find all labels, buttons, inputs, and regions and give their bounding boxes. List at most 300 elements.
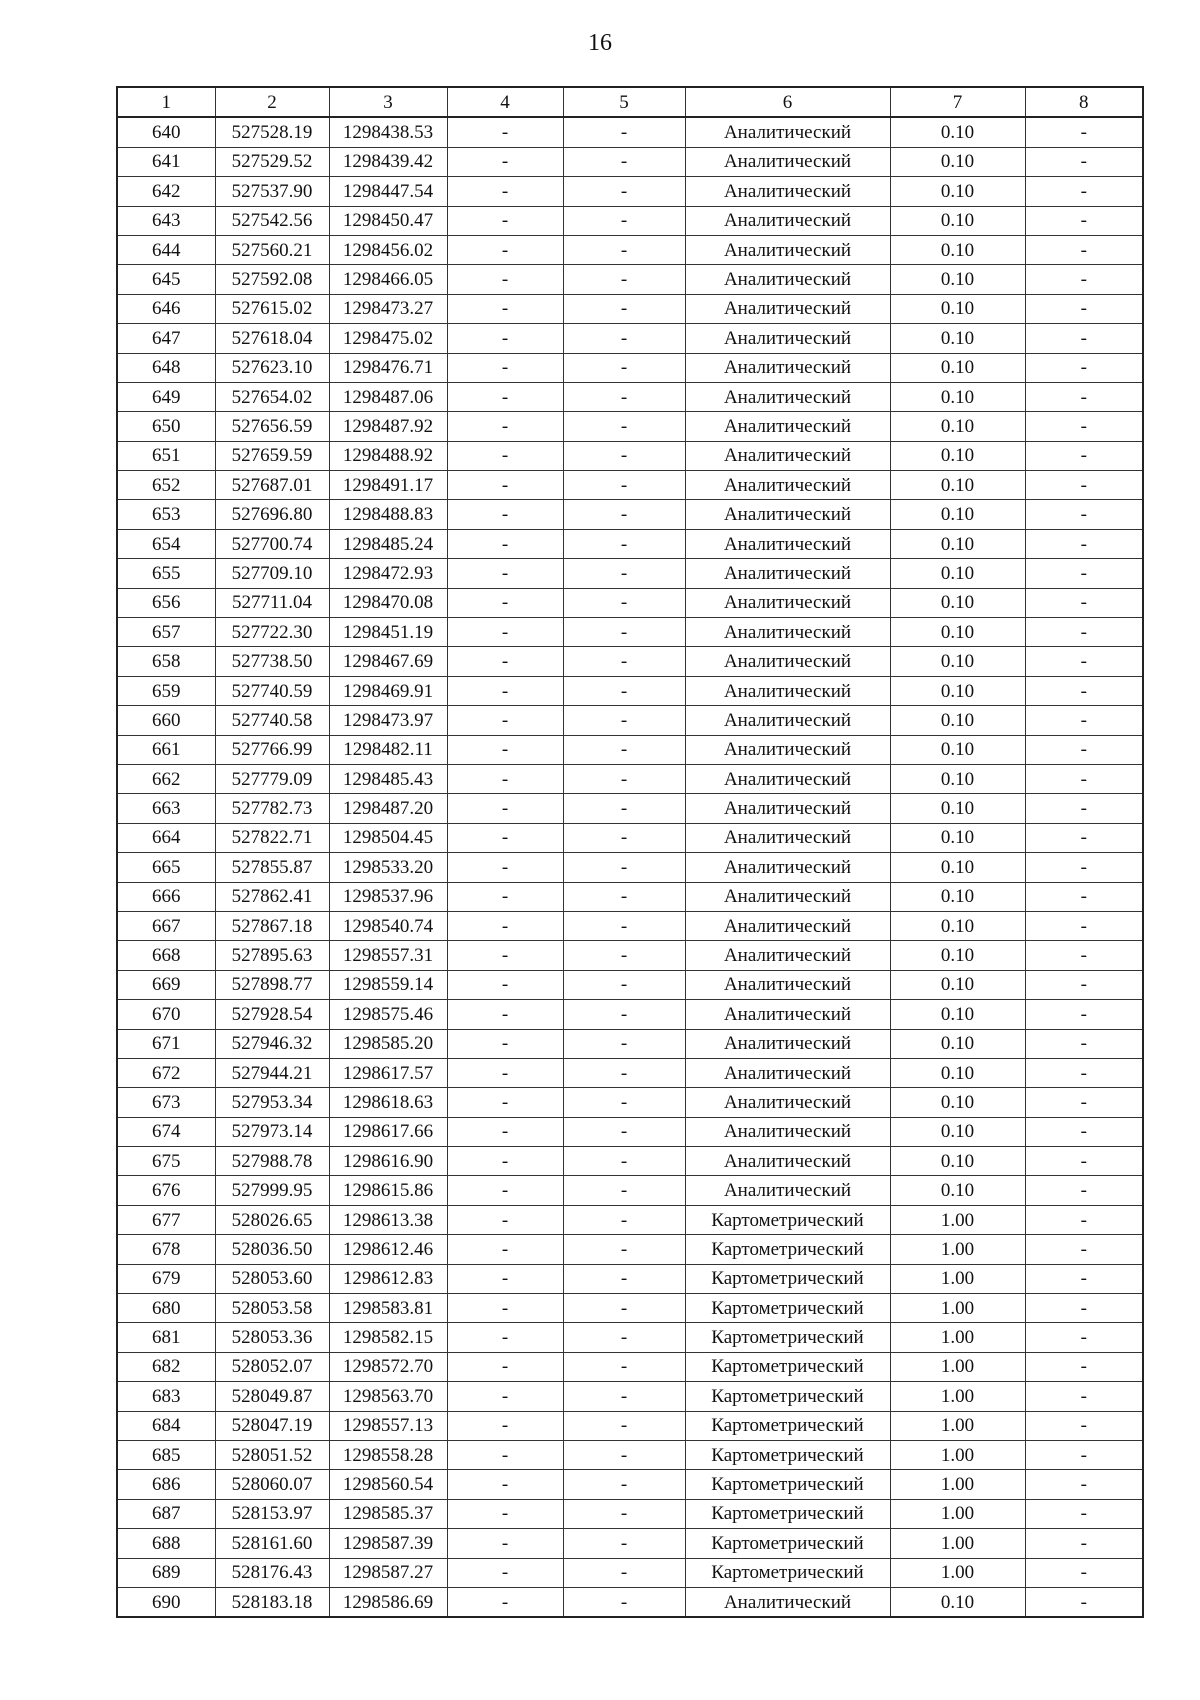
cell-col-8: -: [1025, 265, 1143, 294]
cell-x-coordinate: 527696.80: [215, 500, 329, 529]
cell-col-4: -: [447, 1558, 563, 1587]
table-row: [117, 1176, 1143, 1205]
cell-col-5: -: [563, 147, 685, 176]
cell-point-number: 676: [117, 1176, 215, 1205]
cell-point-number: 661: [117, 735, 215, 764]
cell-col-5: -: [563, 1205, 685, 1234]
cell-x-coordinate: 527855.87: [215, 853, 329, 882]
cell-col-8: -: [1025, 529, 1143, 558]
cell-col-5: -: [563, 1294, 685, 1323]
cell-method: Картометрический: [685, 1352, 890, 1381]
cell-method: Картометрический: [685, 1499, 890, 1528]
cell-y-coordinate: 1298466.05: [329, 265, 447, 294]
cell-col-5: -: [563, 794, 685, 823]
cell-point-number: 687: [117, 1499, 215, 1528]
table-row: [117, 412, 1143, 441]
cell-y-coordinate: 1298533.20: [329, 853, 447, 882]
cell-point-number: 659: [117, 676, 215, 705]
cell-method: Аналитический: [685, 1000, 890, 1029]
cell-col-5: -: [563, 1352, 685, 1381]
cell-x-coordinate: 527529.52: [215, 147, 329, 176]
cell-col-8: -: [1025, 823, 1143, 852]
cell-y-coordinate: 1298450.47: [329, 206, 447, 235]
cell-x-coordinate: 528161.60: [215, 1529, 329, 1558]
cell-col-8: -: [1025, 1294, 1143, 1323]
cell-col-5: -: [563, 1587, 685, 1617]
cell-col-8: -: [1025, 882, 1143, 911]
table-row: [117, 324, 1143, 353]
cell-accuracy: 0.10: [890, 764, 1025, 793]
cell-method: Аналитический: [685, 147, 890, 176]
coordinates-table: [116, 86, 1144, 1618]
table-row: [117, 764, 1143, 793]
cell-col-8: -: [1025, 1176, 1143, 1205]
cell-col-5: -: [563, 324, 685, 353]
cell-method: Аналитический: [685, 823, 890, 852]
cell-point-number: 657: [117, 618, 215, 647]
table-row: [117, 500, 1143, 529]
cell-point-number: 668: [117, 941, 215, 970]
cell-accuracy: 0.10: [890, 412, 1025, 441]
cell-y-coordinate: 1298447.54: [329, 177, 447, 206]
cell-method: Аналитический: [685, 382, 890, 411]
cell-point-number: 674: [117, 1117, 215, 1146]
cell-col-5: -: [563, 1029, 685, 1058]
cell-method: Картометрический: [685, 1470, 890, 1499]
cell-method: Аналитический: [685, 1117, 890, 1146]
cell-x-coordinate: 527656.59: [215, 412, 329, 441]
cell-x-coordinate: 527988.78: [215, 1147, 329, 1176]
cell-col-4: -: [447, 1029, 563, 1058]
cell-col-8: -: [1025, 441, 1143, 470]
cell-accuracy: 0.10: [890, 618, 1025, 647]
cell-col-4: -: [447, 1058, 563, 1087]
cell-col-8: -: [1025, 559, 1143, 588]
table-row: [117, 588, 1143, 617]
cell-point-number: 642: [117, 177, 215, 206]
cell-y-coordinate: 1298451.19: [329, 618, 447, 647]
cell-point-number: 650: [117, 412, 215, 441]
cell-accuracy: 0.10: [890, 206, 1025, 235]
cell-accuracy: 0.10: [890, 794, 1025, 823]
cell-y-coordinate: 1298487.92: [329, 412, 447, 441]
cell-point-number: 654: [117, 529, 215, 558]
cell-col-5: -: [563, 382, 685, 411]
table-row: [117, 117, 1143, 147]
cell-col-8: -: [1025, 941, 1143, 970]
cell-accuracy: 1.00: [890, 1382, 1025, 1411]
cell-col-4: -: [447, 618, 563, 647]
cell-x-coordinate: 527623.10: [215, 353, 329, 382]
cell-col-8: -: [1025, 1440, 1143, 1469]
cell-accuracy: 0.10: [890, 676, 1025, 705]
cell-col-8: -: [1025, 1117, 1143, 1146]
cell-col-5: -: [563, 177, 685, 206]
cell-accuracy: 1.00: [890, 1440, 1025, 1469]
cell-point-number: 641: [117, 147, 215, 176]
cell-x-coordinate: 527946.32: [215, 1029, 329, 1058]
cell-y-coordinate: 1298537.96: [329, 882, 447, 911]
cell-col-8: -: [1025, 324, 1143, 353]
cell-point-number: 643: [117, 206, 215, 235]
cell-col-5: -: [563, 117, 685, 147]
cell-accuracy: 0.10: [890, 882, 1025, 911]
table-row: [117, 1294, 1143, 1323]
cell-accuracy: 0.10: [890, 471, 1025, 500]
cell-point-number: 655: [117, 559, 215, 588]
table-row: [117, 735, 1143, 764]
cell-y-coordinate: 1298587.39: [329, 1529, 447, 1558]
cell-y-coordinate: 1298475.02: [329, 324, 447, 353]
cell-accuracy: 0.10: [890, 1029, 1025, 1058]
cell-accuracy: 0.10: [890, 324, 1025, 353]
table-row: [117, 1000, 1143, 1029]
table-row: [117, 441, 1143, 470]
table-row: [117, 1352, 1143, 1381]
cell-method: Аналитический: [685, 970, 890, 999]
cell-col-4: -: [447, 1382, 563, 1411]
table-row: [117, 1264, 1143, 1293]
cell-col-8: -: [1025, 853, 1143, 882]
cell-col-5: -: [563, 882, 685, 911]
cell-col-8: -: [1025, 1264, 1143, 1293]
cell-x-coordinate: 527953.34: [215, 1088, 329, 1117]
cell-y-coordinate: 1298575.46: [329, 1000, 447, 1029]
table-row: [117, 911, 1143, 940]
cell-col-4: -: [447, 235, 563, 264]
cell-col-8: -: [1025, 1029, 1143, 1058]
cell-col-4: -: [447, 970, 563, 999]
column-header-col-4: 4: [447, 87, 563, 117]
cell-point-number: 677: [117, 1205, 215, 1234]
cell-method: Аналитический: [685, 206, 890, 235]
cell-accuracy: 0.10: [890, 235, 1025, 264]
cell-point-number: 684: [117, 1411, 215, 1440]
cell-col-5: -: [563, 1264, 685, 1293]
cell-y-coordinate: 1298488.83: [329, 500, 447, 529]
cell-col-4: -: [447, 764, 563, 793]
cell-col-4: -: [447, 1117, 563, 1146]
cell-method: Картометрический: [685, 1411, 890, 1440]
cell-col-4: -: [447, 500, 563, 529]
cell-col-8: -: [1025, 177, 1143, 206]
cell-x-coordinate: 528049.87: [215, 1382, 329, 1411]
cell-col-4: -: [447, 147, 563, 176]
cell-col-4: -: [447, 882, 563, 911]
cell-col-4: -: [447, 1587, 563, 1617]
cell-accuracy: 0.10: [890, 647, 1025, 676]
cell-y-coordinate: 1298438.53: [329, 117, 447, 147]
column-header-method: 6: [685, 87, 890, 117]
cell-point-number: 648: [117, 353, 215, 382]
table-row: [117, 1411, 1143, 1440]
cell-col-8: -: [1025, 1205, 1143, 1234]
table-row: [117, 382, 1143, 411]
table-row: [117, 853, 1143, 882]
cell-col-5: -: [563, 235, 685, 264]
cell-method: Аналитический: [685, 1587, 890, 1617]
cell-y-coordinate: 1298487.20: [329, 794, 447, 823]
cell-accuracy: 0.10: [890, 147, 1025, 176]
table-row: [117, 177, 1143, 206]
cell-col-4: -: [447, 294, 563, 323]
cell-x-coordinate: 527537.90: [215, 177, 329, 206]
column-header-col-5: 5: [563, 87, 685, 117]
cell-x-coordinate: 528060.07: [215, 1470, 329, 1499]
cell-accuracy: 0.10: [890, 265, 1025, 294]
cell-x-coordinate: 528176.43: [215, 1558, 329, 1587]
cell-method: Аналитический: [685, 706, 890, 735]
cell-col-8: -: [1025, 1587, 1143, 1617]
cell-col-4: -: [447, 1000, 563, 1029]
cell-accuracy: 0.10: [890, 529, 1025, 558]
cell-x-coordinate: 528036.50: [215, 1235, 329, 1264]
cell-accuracy: 0.10: [890, 823, 1025, 852]
cell-accuracy: 0.10: [890, 441, 1025, 470]
table-row: [117, 882, 1143, 911]
cell-x-coordinate: 527738.50: [215, 647, 329, 676]
cell-point-number: 660: [117, 706, 215, 735]
cell-col-5: -: [563, 647, 685, 676]
cell-y-coordinate: 1298613.38: [329, 1205, 447, 1234]
cell-col-8: -: [1025, 618, 1143, 647]
cell-y-coordinate: 1298476.71: [329, 353, 447, 382]
table-row: [117, 941, 1143, 970]
cell-point-number: 666: [117, 882, 215, 911]
cell-point-number: 670: [117, 1000, 215, 1029]
cell-col-4: -: [447, 412, 563, 441]
cell-col-4: -: [447, 1499, 563, 1528]
cell-accuracy: 0.10: [890, 588, 1025, 617]
cell-y-coordinate: 1298473.27: [329, 294, 447, 323]
cell-col-8: -: [1025, 1499, 1143, 1528]
cell-col-4: -: [447, 1147, 563, 1176]
cell-accuracy: 0.10: [890, 177, 1025, 206]
cell-accuracy: 0.10: [890, 117, 1025, 147]
cell-col-8: -: [1025, 235, 1143, 264]
cell-point-number: 640: [117, 117, 215, 147]
cell-point-number: 665: [117, 853, 215, 882]
cell-x-coordinate: 528053.60: [215, 1264, 329, 1293]
cell-col-4: -: [447, 1294, 563, 1323]
table-row: [117, 1088, 1143, 1117]
cell-x-coordinate: 527722.30: [215, 618, 329, 647]
cell-x-coordinate: 527895.63: [215, 941, 329, 970]
cell-col-5: -: [563, 1117, 685, 1146]
cell-x-coordinate: 527740.58: [215, 706, 329, 735]
table-row: [117, 1235, 1143, 1264]
cell-y-coordinate: 1298558.28: [329, 1440, 447, 1469]
cell-col-8: -: [1025, 117, 1143, 147]
cell-accuracy: 0.10: [890, 382, 1025, 411]
cell-point-number: 649: [117, 382, 215, 411]
cell-col-8: -: [1025, 647, 1143, 676]
cell-col-4: -: [447, 1323, 563, 1352]
cell-col-5: -: [563, 500, 685, 529]
cell-point-number: 658: [117, 647, 215, 676]
cell-col-4: -: [447, 1264, 563, 1293]
cell-col-4: -: [447, 1470, 563, 1499]
cell-col-8: -: [1025, 676, 1143, 705]
cell-point-number: 646: [117, 294, 215, 323]
cell-method: Картометрический: [685, 1558, 890, 1587]
cell-point-number: 675: [117, 1147, 215, 1176]
cell-col-4: -: [447, 647, 563, 676]
cell-col-4: -: [447, 1411, 563, 1440]
cell-col-4: -: [447, 117, 563, 147]
table-row: [117, 1382, 1143, 1411]
cell-col-4: -: [447, 823, 563, 852]
table-header-row: [117, 87, 1143, 117]
cell-y-coordinate: 1298540.74: [329, 911, 447, 940]
cell-method: Аналитический: [685, 441, 890, 470]
cell-y-coordinate: 1298470.08: [329, 588, 447, 617]
cell-accuracy: 1.00: [890, 1264, 1025, 1293]
cell-method: Аналитический: [685, 1147, 890, 1176]
table-row: [117, 823, 1143, 852]
cell-col-8: -: [1025, 1382, 1143, 1411]
cell-accuracy: 1.00: [890, 1235, 1025, 1264]
cell-method: Аналитический: [685, 235, 890, 264]
cell-y-coordinate: 1298563.70: [329, 1382, 447, 1411]
cell-col-8: -: [1025, 147, 1143, 176]
cell-x-coordinate: 528047.19: [215, 1411, 329, 1440]
cell-col-8: -: [1025, 500, 1143, 529]
table-row: [117, 794, 1143, 823]
cell-method: Аналитический: [685, 412, 890, 441]
table-row: [117, 1147, 1143, 1176]
cell-accuracy: 0.10: [890, 706, 1025, 735]
cell-accuracy: 0.10: [890, 1088, 1025, 1117]
cell-point-number: 690: [117, 1587, 215, 1617]
cell-col-8: -: [1025, 970, 1143, 999]
cell-col-8: -: [1025, 911, 1143, 940]
cell-x-coordinate: 527592.08: [215, 265, 329, 294]
cell-point-number: 656: [117, 588, 215, 617]
cell-y-coordinate: 1298617.57: [329, 1058, 447, 1087]
cell-y-coordinate: 1298585.20: [329, 1029, 447, 1058]
cell-x-coordinate: 528053.58: [215, 1294, 329, 1323]
cell-y-coordinate: 1298491.17: [329, 471, 447, 500]
cell-accuracy: 1.00: [890, 1323, 1025, 1352]
cell-method: Аналитический: [685, 618, 890, 647]
table-row: [117, 353, 1143, 382]
table-row: [117, 706, 1143, 735]
cell-col-5: -: [563, 970, 685, 999]
cell-y-coordinate: 1298472.93: [329, 559, 447, 588]
cell-y-coordinate: 1298618.63: [329, 1088, 447, 1117]
cell-point-number: 689: [117, 1558, 215, 1587]
cell-y-coordinate: 1298615.86: [329, 1176, 447, 1205]
cell-x-coordinate: 527862.41: [215, 882, 329, 911]
cell-method: Аналитический: [685, 647, 890, 676]
cell-method: Аналитический: [685, 265, 890, 294]
cell-col-8: -: [1025, 735, 1143, 764]
cell-method: Аналитический: [685, 794, 890, 823]
table-row: [117, 147, 1143, 176]
table-row: [117, 265, 1143, 294]
cell-method: Аналитический: [685, 676, 890, 705]
cell-y-coordinate: 1298572.70: [329, 1352, 447, 1381]
cell-accuracy: 0.10: [890, 735, 1025, 764]
cell-accuracy: 0.10: [890, 911, 1025, 940]
cell-accuracy: 1.00: [890, 1352, 1025, 1381]
cell-method: Аналитический: [685, 941, 890, 970]
cell-col-4: -: [447, 441, 563, 470]
table-row: [117, 1529, 1143, 1558]
cell-x-coordinate: 527528.19: [215, 117, 329, 147]
cell-accuracy: 0.10: [890, 294, 1025, 323]
table-row: [117, 529, 1143, 558]
cell-col-4: -: [447, 1529, 563, 1558]
cell-col-4: -: [447, 735, 563, 764]
cell-x-coordinate: 527822.71: [215, 823, 329, 852]
cell-method: Аналитический: [685, 588, 890, 617]
cell-point-number: 664: [117, 823, 215, 852]
cell-accuracy: 1.00: [890, 1499, 1025, 1528]
cell-col-4: -: [447, 353, 563, 382]
cell-accuracy: 1.00: [890, 1470, 1025, 1499]
table-row: [117, 1029, 1143, 1058]
table-row: [117, 970, 1143, 999]
cell-method: Аналитический: [685, 764, 890, 793]
cell-point-number: 680: [117, 1294, 215, 1323]
cell-accuracy: 0.10: [890, 970, 1025, 999]
cell-col-8: -: [1025, 1235, 1143, 1264]
cell-col-5: -: [563, 1088, 685, 1117]
cell-accuracy: 0.10: [890, 559, 1025, 588]
cell-point-number: 686: [117, 1470, 215, 1499]
cell-accuracy: 1.00: [890, 1205, 1025, 1234]
cell-accuracy: 0.10: [890, 1058, 1025, 1087]
cell-y-coordinate: 1298612.46: [329, 1235, 447, 1264]
cell-method: Аналитический: [685, 559, 890, 588]
cell-col-5: -: [563, 294, 685, 323]
cell-y-coordinate: 1298612.83: [329, 1264, 447, 1293]
cell-col-8: -: [1025, 1558, 1143, 1587]
cell-col-4: -: [447, 794, 563, 823]
cell-col-5: -: [563, 941, 685, 970]
cell-col-4: -: [447, 911, 563, 940]
cell-col-5: -: [563, 1147, 685, 1176]
table-row: [117, 471, 1143, 500]
cell-x-coordinate: 527944.21: [215, 1058, 329, 1087]
cell-col-5: -: [563, 353, 685, 382]
cell-x-coordinate: 527867.18: [215, 911, 329, 940]
cell-x-coordinate: 528052.07: [215, 1352, 329, 1381]
cell-y-coordinate: 1298585.37: [329, 1499, 447, 1528]
cell-point-number: 644: [117, 235, 215, 264]
cell-col-5: -: [563, 588, 685, 617]
cell-col-4: -: [447, 529, 563, 558]
cell-accuracy: 1.00: [890, 1558, 1025, 1587]
cell-col-5: -: [563, 1558, 685, 1587]
cell-y-coordinate: 1298617.66: [329, 1117, 447, 1146]
cell-col-5: -: [563, 1470, 685, 1499]
cell-col-4: -: [447, 941, 563, 970]
cell-x-coordinate: 527740.59: [215, 676, 329, 705]
cell-col-5: -: [563, 1323, 685, 1352]
cell-x-coordinate: 527999.95: [215, 1176, 329, 1205]
cell-col-8: -: [1025, 1000, 1143, 1029]
cell-method: Аналитический: [685, 177, 890, 206]
column-header-col-8: 8: [1025, 87, 1143, 117]
cell-y-coordinate: 1298587.27: [329, 1558, 447, 1587]
cell-method: Аналитический: [685, 911, 890, 940]
cell-y-coordinate: 1298582.15: [329, 1323, 447, 1352]
cell-col-4: -: [447, 588, 563, 617]
cell-method: Аналитический: [685, 1029, 890, 1058]
